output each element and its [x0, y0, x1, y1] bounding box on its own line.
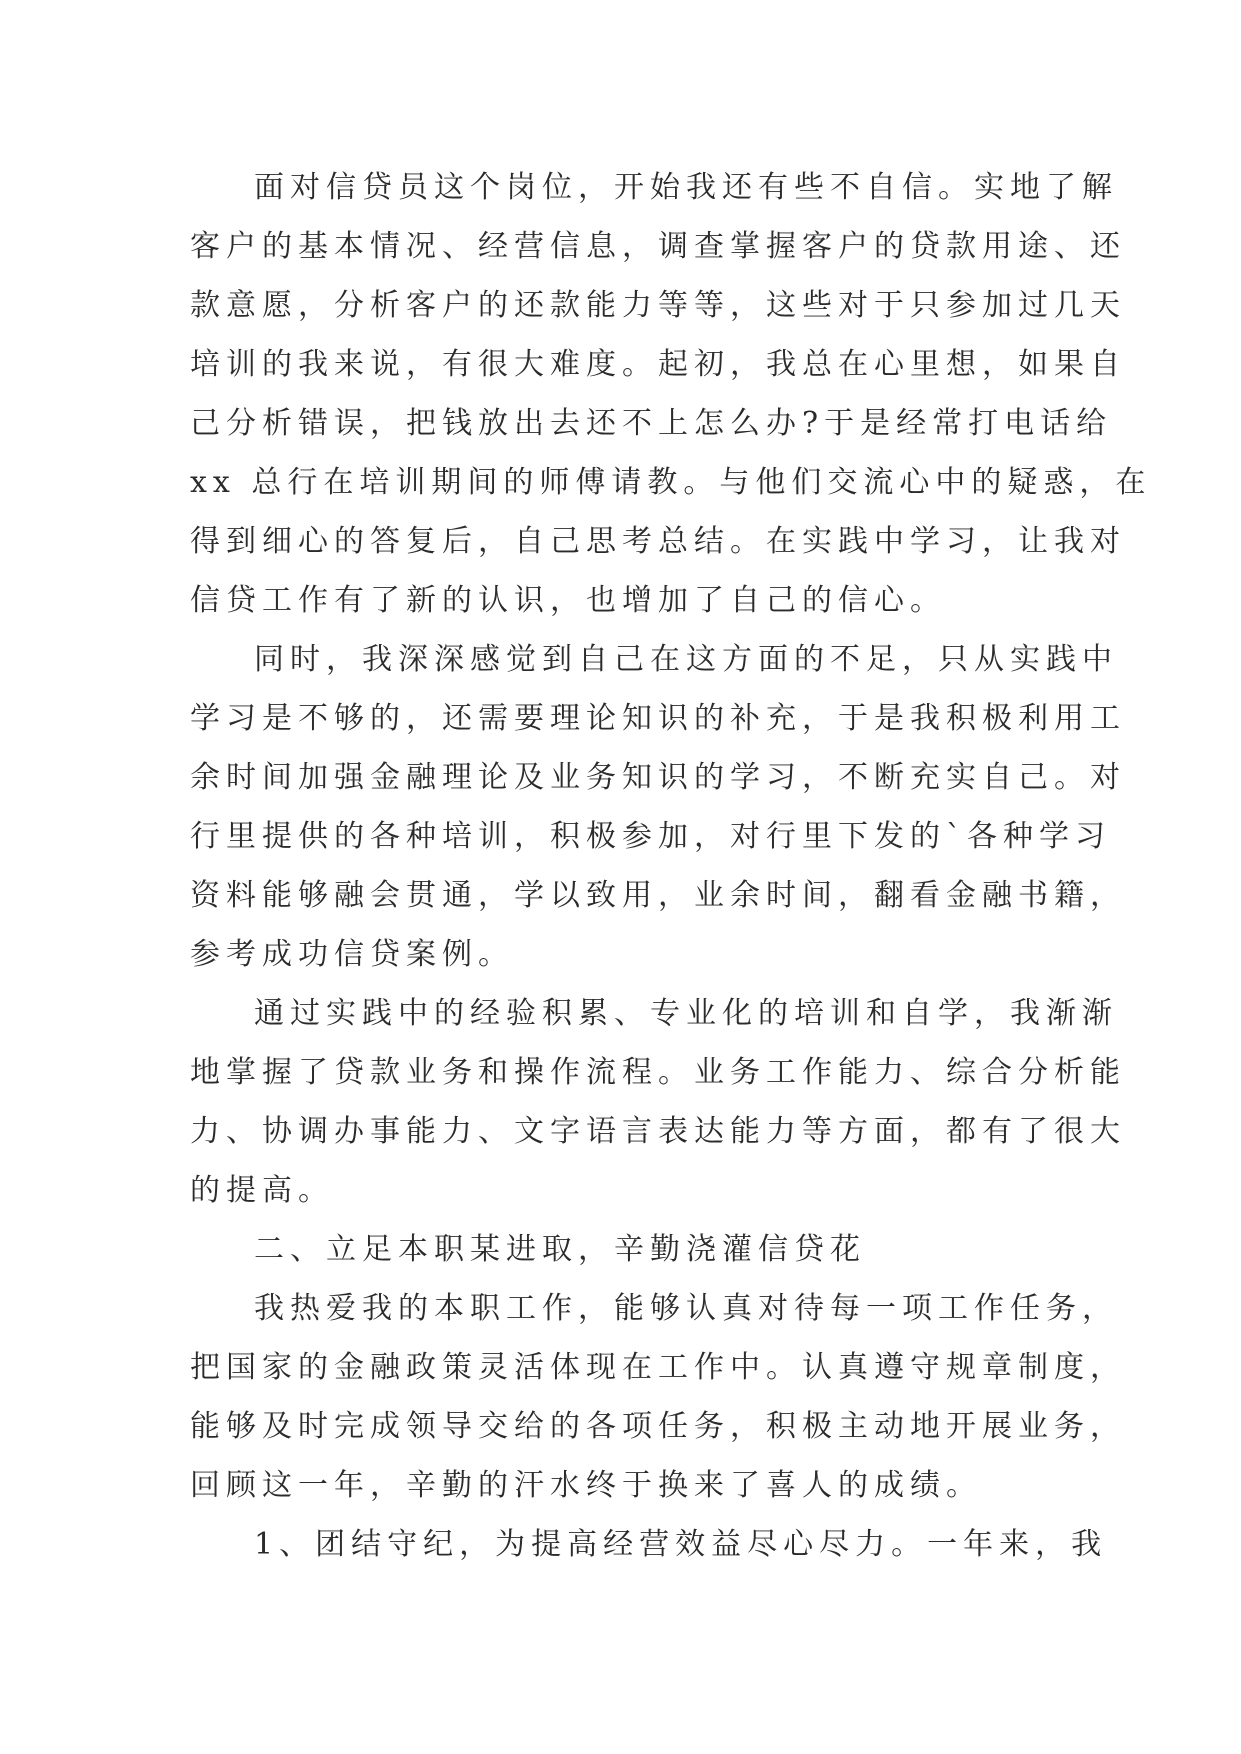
text-line: 1、团结守纪，为提高经营效益尽心尽力。一年来，我 — [254, 1527, 1108, 1562]
text-line: 回顾这一年，辛勤的汗水终于换来了喜人的成绩。 — [190, 1468, 982, 1503]
text-line: 信贷工作有了新的认识，也增加了自己的信心。 — [190, 583, 946, 618]
text-line: 资料能够融会贯通，学以致用，业余时间，翻看金融书籍， — [190, 878, 1126, 913]
section-heading: 二、立足本职某进取，辛勤浇灌信贷花 — [254, 1232, 866, 1267]
text-line: 学习是不够的，还需要理论知识的补充，于是我积极利用工 — [190, 701, 1126, 736]
text-line: 能够及时完成领导交给的各项任务，积极主动地开展业务， — [190, 1409, 1126, 1444]
text-line: 培训的我来说，有很大难度。起初，我总在心里想，如果自 — [190, 347, 1126, 382]
text-line: 通过实践中的经验积累、专业化的培训和自学，我渐渐 — [254, 996, 1118, 1031]
text-line: 我热爱我的本职工作，能够认真对待每一项工作任务， — [254, 1291, 1118, 1326]
text-line: 款意愿，分析客户的还款能力等等，这些对于只参加过几天 — [190, 288, 1126, 323]
text-line: 客户的基本情况、经营信息，调查掌握客户的贷款用途、还 — [190, 229, 1126, 264]
text-line: 行里提供的各种培训，积极参加，对行里下发的`各种学习 — [190, 819, 1111, 854]
text-line: 把国家的金融政策灵活体现在工作中。认真遵守规章制度， — [190, 1350, 1126, 1385]
text-line: 得到细心的答复后，自己思考总结。在实践中学习，让我对 — [190, 524, 1126, 559]
text-line: 力、协调办事能力、文字语言表达能力等方面，都有了很大 — [190, 1114, 1126, 1149]
text-line: 地掌握了贷款业务和操作流程。业务工作能力、综合分析能 — [190, 1055, 1126, 1090]
text-line: xx 总行在培训期间的师傅请教。与他们交流心中的疑惑，在 — [190, 465, 1152, 500]
text-line: 参考成功信贷案例。 — [190, 937, 514, 972]
text-line: 同时，我深深感觉到自己在这方面的不足，只从实践中 — [254, 642, 1118, 677]
text-line: 己分析错误，把钱放出去还不上怎么办?于是经常打电话给 — [190, 406, 1113, 441]
text-line: 的提高。 — [190, 1173, 334, 1208]
text-line: 余时间加强金融理论及业务知识的学习，不断充实自己。对 — [190, 760, 1126, 795]
text-line: 面对信贷员这个岗位，开始我还有些不自信。实地了解 — [254, 170, 1118, 205]
body-text — [190, 158, 1152, 1574]
